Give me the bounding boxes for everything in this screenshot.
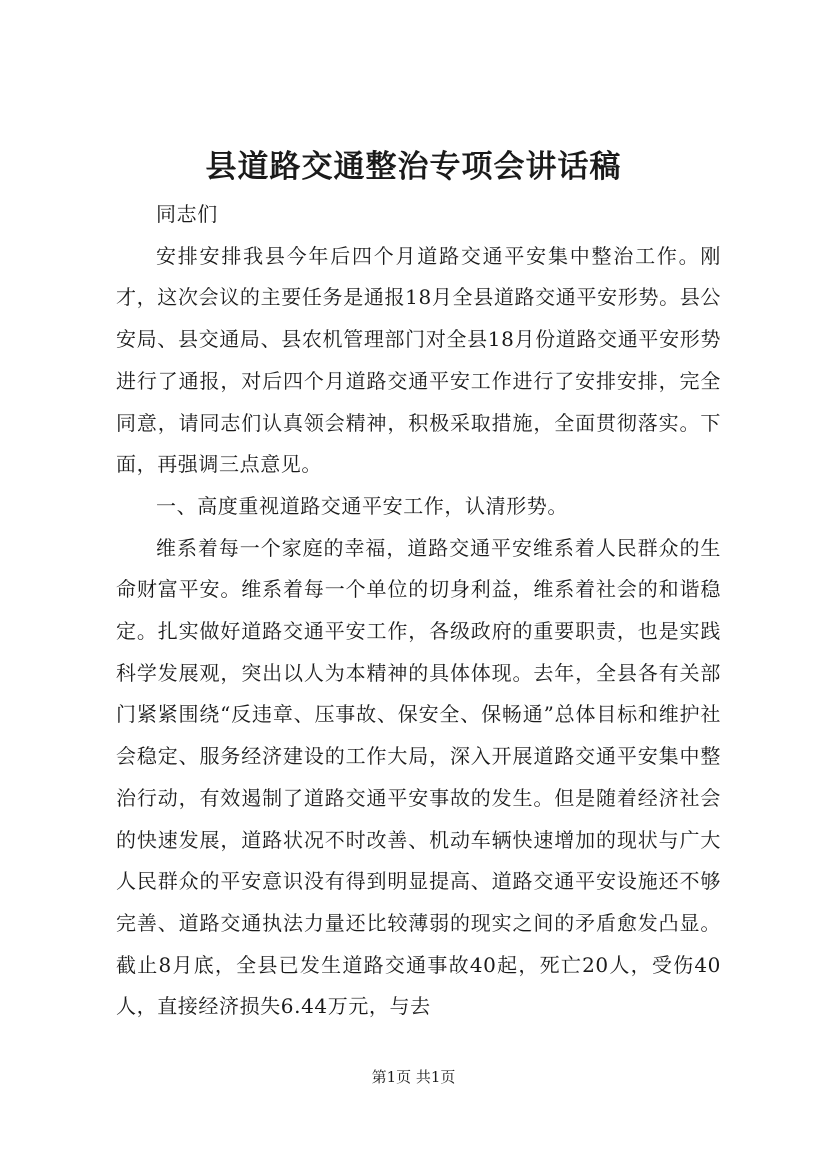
document-title: 县道路交通整治专项会讲话稿 [205, 149, 622, 185]
intro-paragraph: 安排安排我县今年后四个月道路交通平安集中整治工作。刚才，这次会议的主要任务是通报18月全县道路交通平安形势。县公安局、县交通局、县农机管理部门对全县18月份道路交通平安形势进行了通报，对后四个月道路交通平安工作进行了安排安排，完全同意，请同志们认真领会精神，积极采取措施，全面贯彻落实。下面，再强调三点意见。 [116, 243, 721, 477]
page-footer: 第1页 共1页 [371, 1068, 456, 1086]
salutation-paragraph: 同志们 [156, 202, 218, 226]
section-heading: 一、高度重视道路交通平安工作，认清形势。 [156, 493, 568, 518]
body-paragraph: 维系着每一个家庭的幸福，道路交通平安维系着人民群众的生命财富平安。维系着每一个单位的切身利益，维系着社会的和谐稳定。扎实做好道路交通平安工作，各级政府的重要职责，也是实践科学发展观，突出以人为本精神的具体体现。去年，全县各有关部门紧紧围绕“反违章、压事故、保安全、保畅通”总体目标和维护社会稳定、服务经济建设的工作大局，深入开展道路交通平安集中整治行动，有效遏制了道路交通平安事故的发生。但是随着经济社会的快速发展，道路状况不时改善、机动车辆快速增加的现状与广大人民群众的平安意识没有得到明显提高、道路交通平安设施还不够完善、道路交通执法力量还比较薄弱的现实之间的矛盾愈发凸显。截止8月底，全县已发生道路交通事故40起，死亡20人，受伤40人，直接经济损失6.44万元，与去 [116, 535, 721, 1019]
document-body [116, 194, 721, 1028]
